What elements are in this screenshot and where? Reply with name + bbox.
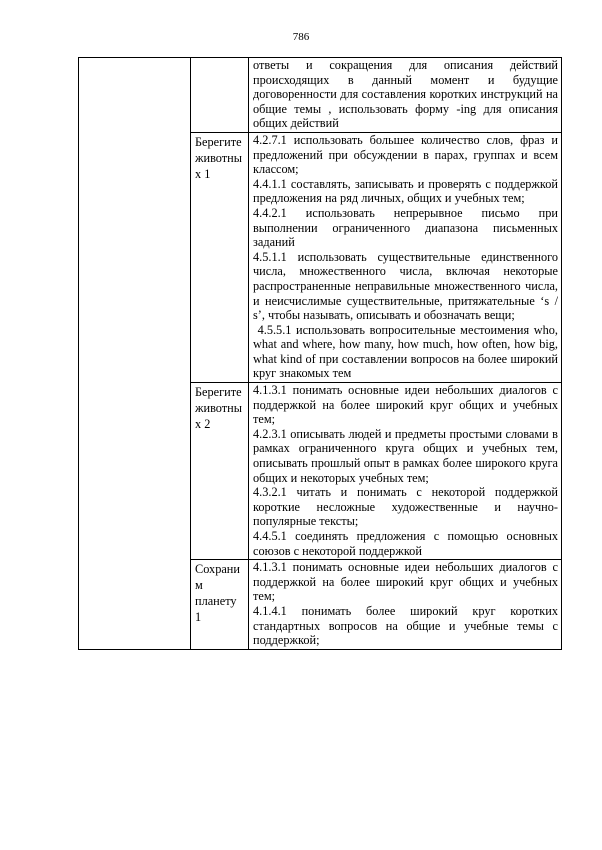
objective-text: 4.4.5.1 соединять предложения с помощью основных союзов с некоторой поддержкой xyxy=(253,529,562,558)
objective-text: 4.5.1.1 использовать существительные единственного числа, множественного числа, включая некоторые распространенные неправильные множественного числа, и неисчислимые существительные, притяжательные ‘s / s’, чтобы называть, описывать и обозначать вещи; xyxy=(253,249,562,323)
objective-text: 4.5.5.1 использовать вопросительные местоимения who, what and where, how many, how much, how often, how big, what kind of при составлении вопросов на более широкий круг знакомых тем xyxy=(253,322,562,381)
objective-text: 4.4.2.1 использовать непрерывное письмо при выполнении ограниченного диапазона письменных заданий xyxy=(253,205,562,250)
empty-section-cell xyxy=(79,58,191,650)
objectives-cell xyxy=(249,132,562,382)
topic-cell: Сохрани м планету 1 xyxy=(191,560,249,650)
objective-text: 4.3.2.1 читать и понимать с некоторой поддержкой короткие несложные художественные и научно-популярные тексты; xyxy=(253,485,562,529)
objective-text: 4.1.4.1 понимать более широкий круг коротких стандартных вопросов на общие и учебные темы с поддержкой; xyxy=(253,603,562,648)
table-row xyxy=(79,58,562,133)
objectives-cell xyxy=(249,560,562,650)
objectives-cell xyxy=(249,383,562,560)
objective-text: 4.1.3.1 понимать основные идеи небольших диалогов с поддержкой на более широкий круг общих и учебных тем; xyxy=(253,560,562,604)
topic-cell: Берегите животны х 1 xyxy=(191,132,249,382)
objective-text: 4.2.7.1 использовать большее количество слов, фраз и предложений при обсуждении в парах, группах и всем классом; xyxy=(253,132,562,177)
objective-text: ответы и сокращения для описания действий происходящих в данный момент и будущие договоренности для составления коротких инструкций на общие темы , использовать форму -ing для описания общих действий xyxy=(253,58,562,131)
objectives-cell xyxy=(249,58,562,133)
objective-text: 4.4.1.1 составлять, записывать и проверять с поддержкой предложения на ряд личных, общих и учебных тем; xyxy=(253,176,562,206)
objective-text: 4.1.3.1 понимать основные идеи небольших диалогов с поддержкой на более широкий круг общих и учебных тем; xyxy=(253,383,562,427)
objective-text: 4.2.3.1 описывать людей и предметы простыми словами в рамках ограниченного круга общих и учебных тем, описывать прошлый опыт в рамках более широкого круга общих и некоторых учебных тем; xyxy=(253,426,562,485)
topic-cell: Берегите животны х 2 xyxy=(191,383,249,560)
curriculum-table xyxy=(78,57,562,650)
page-number: 786 xyxy=(292,31,310,43)
topic-cell xyxy=(191,58,249,133)
